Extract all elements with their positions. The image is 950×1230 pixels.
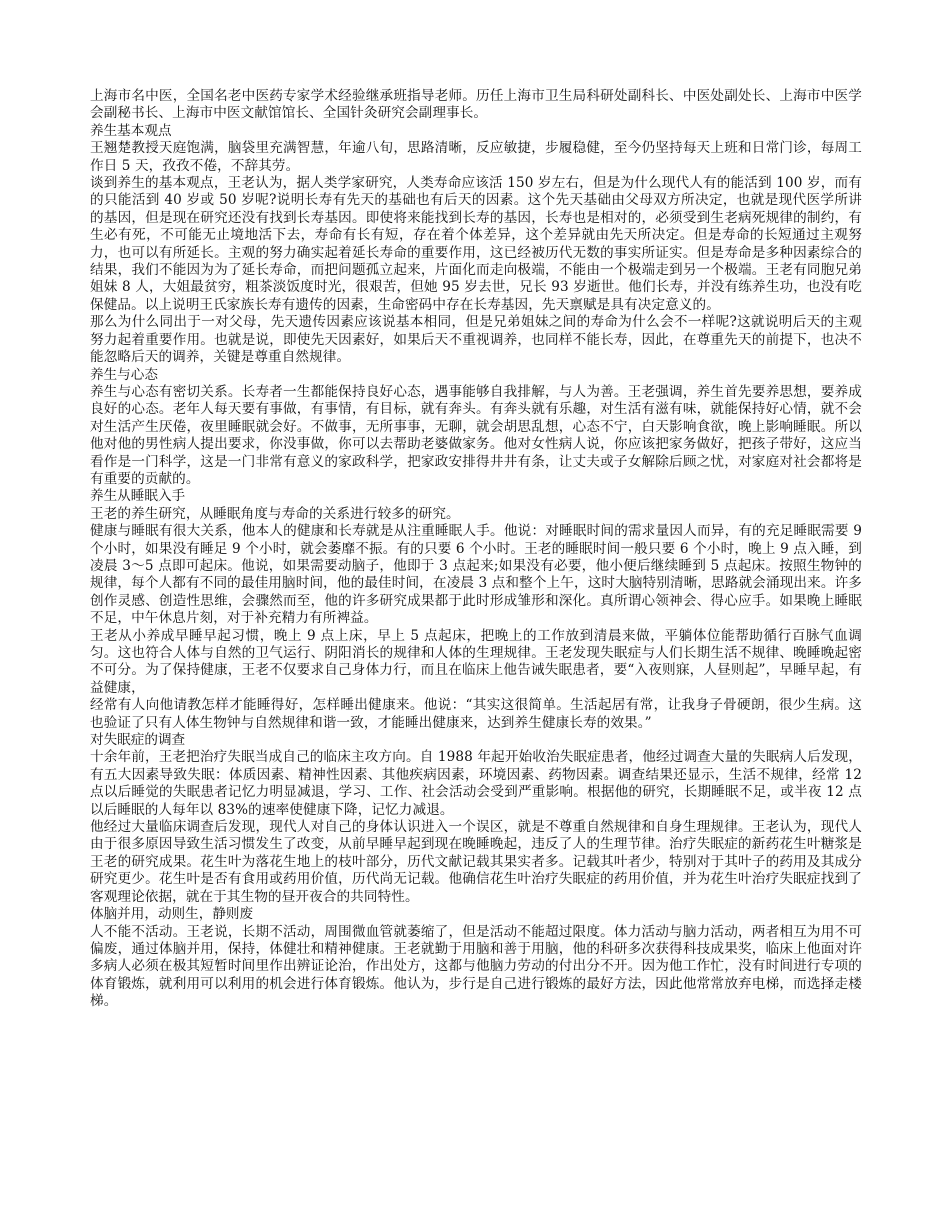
paragraph: 养生与心态有密切关系。长寿者一生都能保持良好心态，遇事能够自我排解，与人为善。王老强调，养生首先要养思想，要养成良好的心态。老年人每天要有事做，有事情，有目标，就有奔头。有奔头就有乐趣，对生活有滋有味，就能保持好心情，就不会对生活产生厌倦，夜里睡眠就会好。不做事，无所事事，无聊，就会胡思乱想，心态不宁，白天影响食欲，晚上影响睡眠。所以他对他的男性病人提出要求，你没事做，你可以去帮助老婆做家务。他对女性病人说，你应该把家务做好，把孩子带好，这应当看作是一门科学，这是一门非常有意义的家政科学，把家政安排得井井有条，让丈夫或子女解除后顾之忧，对家庭对社会都将是有重要的贡献的。 <box>90 383 862 487</box>
section-heading-exercise: 体脑并用，动则生，静则废 <box>90 906 254 923</box>
paragraph: 王老从小养成早睡早起习惯，晚上 9 点上床，早上 5 点起床，把晚上的工作放到清晨来做，平躺体位能帮助循行百脉气血调匀。这也符合人体与自然的卫气运行、阴阳消长的规律和人体的生理规律。王老发现失眠症与人们长期生活不规律、晚睡晚起密不可分。为了保持健康，王老不仅要求自己身体力行，而且在临床上他告诫失眠患者，要“入夜则寐，人昼则起”，早睡早起，有益健康， <box>90 627 862 696</box>
paragraph: 十余年前，王老把治疗失眠当成自己的临床主攻方向。自 1988 年起开始收治失眠症患者，他经过调查大量的失眠病人后发现，有五大因素导致失眠：体质因素、精神性因素、其他疾病因素，环境因素、药物因素。调查结果还显示，生活不规律，经常 12 点以后睡觉的失眠患者记忆力明显减退，学习、工作、社会活动会受到严重影响。根据他的研究，长期睡眠不足，或半夜 12 点以后睡眠的人每年以 83%的速率使健康下降，记忆力减退。 <box>90 749 862 818</box>
paragraph: 经常有人向他请教怎样才能睡得好，怎样睡出健康来。他说：“其实这很简单。生活起居有常，让我身子骨硬朗，很少生病。这也验证了只有人体生物钟与自然规律和谐一致，才能睡出健康来，达到养生健康长寿的效果。” <box>90 697 862 731</box>
section-heading-basic-views: 养生基本观点 <box>90 122 172 139</box>
paragraph: 王翘楚教授天庭饱满，脑袋里充满智慧，年逾八旬，思路清晰，反应敏捷，步履稳健，至今仍坚持每天上班和日常门诊，每周工作日 5 天，孜孜不倦，不辞其劳。 <box>90 140 862 174</box>
paragraph: 人不能不活动。王老说，长期不活动，周围微血管就萎缩了，但是活动不能超过限度。体力活动与脑力活动，两者相互为用不可偏废，通过体脑并用，保持，体健壮和精神健康。王老就勤于用脑和善于用脑，他的科研多次获得科技成果奖，临床上他面对许多病人必须在极其短暂时间里作出辨证论治，作出处方，这都与他脑力劳动的付出分不开。因为他工作忙，没有时间进行专项的体育锻炼，就利用可以利用的机会进行体育锻炼。他认为，步行是自己进行锻炼的最好方法，因此他常常放弃电梯，而选择走楼梯。 <box>90 923 862 1010</box>
section-heading-insomnia-survey: 对失眠症的调查 <box>90 732 186 749</box>
author-intro: 上海市名中医，全国名老中医药专家学术经验继承班指导老师。历任上海市卫生局科研处副科长、中医处副处长、上海市中医学会副秘书长、上海市中医文献馆馆长、全国针灸研究会副理事长。 <box>90 88 862 122</box>
paragraph: 他经过大量临床调查后发现，现代人对自己的身体认识进入一个误区，就是不尊重自然规律和自身生理规律。王老认为，现代人由于很多原因导致生活习惯发生了改变，从前早睡早起到现在晚睡晚起，违反了人的生理节律。治疗失眠症的新药花生叶糖浆是王老的研究成果。花生叶为落花生地上的枝叶部分，历代文献记载其果实者多。记载其叶者少，特别对于其叶子的药用及其成分研究更少。花生叶是否有食用或药用价值，历代尚无记载。他确信花生叶治疗失眠症的药用价值，并为花生叶治疗失眠症找到了客观理论依据，就在于其生物的昼开夜合的共同特性。 <box>90 819 862 905</box>
paragraph: 健康与睡眠有很大关系，他本人的健康和长寿就是从注重睡眠人手。他说：对睡眠时间的需求量因人而异，有的充足睡眠需要 9 个小时，如果没有睡足 9 个小时，就会萎靡不振。有的只要 6 个小时。王老的睡眠时间一般只要 6 个小时，晚上 9 点入睡，到凌晨 3～5 点即可起床。他说，如果需要动脑子，他即于 3 点起来;如果没有必要，他小便后继续睡到 5 点起床。按照生物钟的规律，每个人都有不同的最佳用脑时间，他的最佳时间，在凌晨 3 点和整个上午，这时大脑特别清晰，思路就会涌现出来。许多创作灵感、创造性思维，会骤然而至，他的许多研究成果都于此时形成雏形和深化。真所谓心领神会、得心应手。如果晚上睡眠不足，中午休息片刻，对于补充精力有所裨益。 <box>90 523 862 627</box>
section-heading-mindset: 养生与心态 <box>90 366 158 383</box>
article <box>90 88 862 1011</box>
paragraph: 王老的养生研究，从睡眠角度与寿命的关系进行较多的研究。 <box>90 505 460 522</box>
paragraph: 谈到养生的基本观点，王老认为，据人类学家研究，人类寿命应该活 150 岁左右，但是为什么现代人有的能活到 100 岁，而有的只能活到 40 岁或 50 岁呢?说明长寿有先天的基础也有后天的因素。这个先天基础由父母双方所决定，也就是现代医学所讲的基因，但是现在研究还没有找到长寿基因。即使将来能找到长寿的基因，长寿也是相对的，必须受到生老病死规律的制约，有生必有死，不可能无止境地活下去，寿命有长有短，存在着个体差异，这个差异就由先天所决定。但是寿命的长短通过主观努力，也可以有所延长。主观的努力确实起着延长寿命的重要作用，这已经被历代无数的事实所证实。但是寿命是多种因素综合的结果，我们不能因为为了延长寿命，而把问题孤立起来，片面化而走向极端，不能由一个极端走到另一个极端。王老有同胞兄弟姐妹 8 人，大姐最贫穷，粗茶淡饭度时光，很艰苦，但她 95 岁去世，兄长 93 岁逝世。他们长寿，并没有练养生功，也没有吃保健品。以上说明王氏家族长寿有遗传的因素，生命密码中存在长寿基因，先天禀赋是具有决定意义的。 <box>90 175 862 313</box>
paragraph: 那么为什么同出于一对父母，先天遗传因素应该说基本相同，但是兄弟姐妹之间的寿命为什么会不一样呢?这就说明后天的主观努力起着重要作用。也就是说，即使先天因素好，如果后天不重视调养，也同样不能长寿，因此，在尊重先天的前提下，也决不能忽略后天的调养，关键是尊重自然规律。 <box>90 314 862 366</box>
section-heading-sleep: 养生从睡眠入手 <box>90 488 186 505</box>
